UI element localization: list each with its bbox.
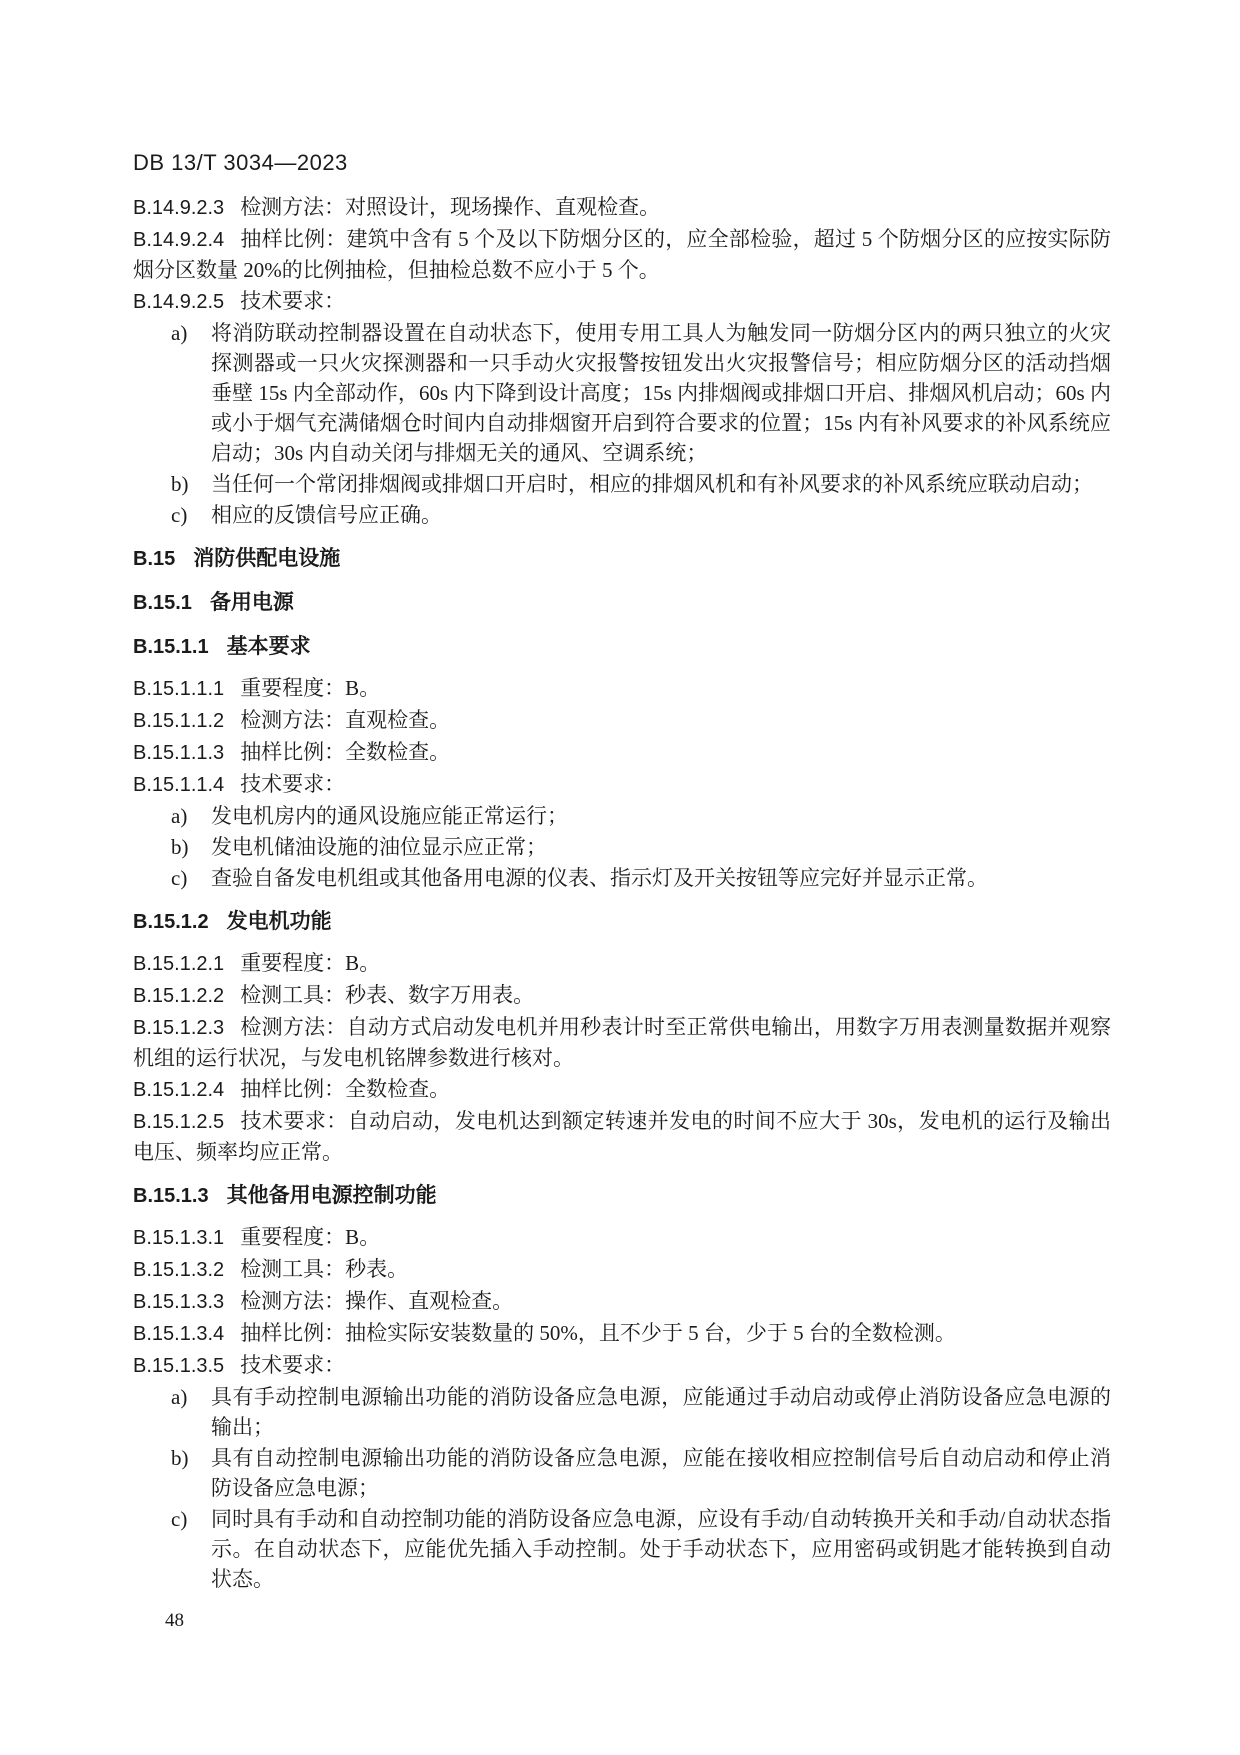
clause-number: B.14.9.2.3 — [133, 197, 225, 219]
list-item — [133, 801, 1111, 831]
clause-text: 检测方法：操作、直观检查。 — [240, 1289, 514, 1313]
list-item-label: c) — [171, 1507, 188, 1531]
list-item — [133, 1443, 1111, 1503]
clause-text: 重要程度：B。 — [240, 676, 381, 700]
clause-text: 重要程度：B。 — [240, 1225, 381, 1249]
heading-number: B.15.1 — [133, 592, 192, 614]
list-item-text: 将消防联动控制器设置在自动状态下，使用专用工具人为触发同一防烟分区内的两只独立的火灾探测器或一只火灾探测器和一只手动火灾报警按钮发出火灾报警信号；相应防烟分区的活动挡烟垂壁 15s 内全部动作，60s 内下降到设计高度；15s 内排烟阀或排烟口开启、排烟风机启动；60s 内或小于烟气充满储烟仓时间内自动排烟窗开启到符合要求的位置；15s 内有补风要求的补风系统应启动；30s 内自动关闭与排烟无关的通风、空调系统； — [211, 321, 1111, 465]
list-item-label: b) — [171, 472, 189, 496]
clause-text: 检测方法：自动方式启动发电机并用秒表计时至正常供电输出，用数字万用表测量数据并观察机组的运行状况，与发电机铭牌参数进行核对。 — [133, 1015, 1111, 1070]
clause-text: 抽样比例：抽检实际安装数量的 50%，且不少于 5 台，少于 5 台的全数检测。 — [240, 1321, 956, 1345]
document-content — [133, 150, 1111, 1595]
list-item-label: a) — [171, 804, 188, 828]
clause-text: 技术要求： — [240, 772, 346, 796]
list-item-text: 发电机储油设施的油位显示应正常； — [211, 835, 547, 859]
heading-number: B.15.1.3 — [133, 1185, 209, 1207]
list-item-label: b) — [171, 1446, 189, 1470]
page-number: 48 — [165, 1610, 184, 1631]
clause-b-14-9-2-5 — [133, 286, 1111, 317]
list-item-label: b) — [171, 835, 189, 859]
heading-title: 消防供配电设施 — [193, 547, 341, 570]
clause-b-15-1-2-1 — [133, 948, 1111, 979]
clause-text: 检测工具：秒表、数字万用表。 — [240, 983, 535, 1007]
heading-title: 发电机功能 — [226, 910, 332, 933]
heading-title: 基本要求 — [226, 635, 311, 658]
list-item-text: 查验自备发电机组或其他备用电源的仪表、指示灯及开关按钮等应完好并显示正常。 — [211, 866, 988, 890]
heading-number: B.15.1.2 — [133, 911, 209, 933]
clause-number: B.15.1.1.3 — [133, 742, 225, 764]
heading-b-15-1 — [133, 588, 1111, 618]
clause-b-15-1-2-2 — [133, 980, 1111, 1011]
clause-number: B.14.9.2.5 — [133, 291, 225, 313]
clause-b-15-1-1-2 — [133, 705, 1111, 736]
clause-b-15-1-1-4 — [133, 769, 1111, 800]
clause-b-15-1-2-5 — [133, 1106, 1111, 1167]
heading-b-15-1-3 — [133, 1181, 1111, 1211]
clause-number: B.15.1.3.5 — [133, 1355, 225, 1377]
clause-number: B.15.1.2.4 — [133, 1079, 225, 1101]
clause-b-15-1-2-3 — [133, 1012, 1111, 1073]
list-item — [133, 500, 1111, 530]
list-item — [133, 1382, 1111, 1442]
list-item — [133, 318, 1111, 468]
clause-text: 技术要求： — [240, 289, 346, 313]
clause-number: B.15.1.3.1 — [133, 1227, 225, 1249]
list-item-label: c) — [171, 866, 188, 890]
heading-b-15-1-2 — [133, 907, 1111, 937]
list-item — [133, 863, 1111, 893]
list-item-text: 具有自动控制电源输出功能的消防设备应急电源，应能在接收相应控制信号后自动启动和停止消防设备应急电源； — [211, 1446, 1111, 1500]
list-item — [133, 469, 1111, 499]
heading-number: B.15.1.1 — [133, 636, 209, 658]
heading-number: B.15 — [133, 548, 176, 570]
heading-title: 备用电源 — [209, 591, 294, 614]
clause-number: B.15.1.3.4 — [133, 1323, 225, 1345]
list-item-text: 发电机房内的通风设施应能正常运行； — [211, 804, 568, 828]
clause-b-15-1-3-1 — [133, 1222, 1111, 1253]
clause-b-14-9-2-4 — [133, 224, 1111, 285]
clause-b-15-1-3-5 — [133, 1350, 1111, 1381]
clause-b-15-1-2-4 — [133, 1074, 1111, 1105]
clause-text: 技术要求： — [240, 1353, 346, 1377]
clause-text: 技术要求：自动启动，发电机达到额定转速并发电的时间不应大于 30s，发电机的运行及输出电压、频率均应正常。 — [133, 1109, 1111, 1164]
clause-number: B.15.1.3.3 — [133, 1291, 225, 1313]
clause-b-15-1-3-4 — [133, 1318, 1111, 1349]
clause-text: 检测方法：对照设计，现场操作、直观检查。 — [240, 195, 661, 219]
clause-number: B.15.1.2.2 — [133, 985, 225, 1007]
clause-text: 抽样比例：建筑中含有 5 个及以下防烟分区的，应全部检验，超过 5 个防烟分区的应按实际防烟分区数量 20%的比例抽检，但抽检总数不应小于 5 个。 — [133, 227, 1111, 282]
clause-text: 抽样比例：全数检查。 — [240, 740, 451, 764]
heading-b-15-1-1 — [133, 632, 1111, 662]
clause-number: B.15.1.1.1 — [133, 678, 225, 700]
clause-text: 重要程度：B。 — [240, 951, 381, 975]
clause-b-15-1-3-3 — [133, 1286, 1111, 1317]
heading-title: 其他备用电源控制功能 — [226, 1184, 437, 1207]
list-item-label: a) — [171, 321, 188, 345]
list-item-label: a) — [171, 1385, 188, 1409]
clause-number: B.15.1.1.4 — [133, 774, 225, 796]
clause-number: B.15.1.2.3 — [133, 1017, 225, 1039]
clause-b-14-9-2-3 — [133, 192, 1111, 223]
clause-number: B.15.1.2.5 — [133, 1111, 225, 1133]
clause-b-15-1-1-1 — [133, 673, 1111, 704]
clause-number: B.15.1.3.2 — [133, 1259, 225, 1281]
clause-number: B.14.9.2.4 — [133, 229, 225, 251]
list-item-text: 当任何一个常闭排烟阀或排烟口开启时，相应的排烟风机和有补风要求的补风系统应联动启动； — [211, 472, 1093, 496]
clause-number: B.15.1.2.1 — [133, 953, 225, 975]
list-item — [133, 832, 1111, 862]
list-item-text: 同时具有手动和自动控制功能的消防设备应急电源，应设有手动/自动转换开关和手动/自动状态指示。在自动状态下，应能优先插入手动控制。处于手动状态下，应用密码或钥匙才能转换到自动状态。 — [211, 1507, 1111, 1591]
document-header-standard-number: DB 13/T 3034—2023 — [133, 150, 348, 175]
list-item-text: 相应的反馈信号应正确。 — [211, 503, 442, 527]
heading-b-15 — [133, 544, 1111, 574]
clause-text: 抽样比例：全数检查。 — [240, 1077, 451, 1101]
list-item-label: c) — [171, 503, 188, 527]
clause-number: B.15.1.1.2 — [133, 710, 225, 732]
clause-b-15-1-3-2 — [133, 1254, 1111, 1285]
list-item — [133, 1504, 1111, 1594]
clause-text: 检测方法：直观检查。 — [240, 708, 451, 732]
clause-text: 检测工具：秒表。 — [240, 1257, 409, 1281]
clause-b-15-1-1-3 — [133, 737, 1111, 768]
list-item-text: 具有手动控制电源输出功能的消防设备应急电源，应能通过手动启动或停止消防设备应急电源的输出； — [211, 1385, 1111, 1439]
